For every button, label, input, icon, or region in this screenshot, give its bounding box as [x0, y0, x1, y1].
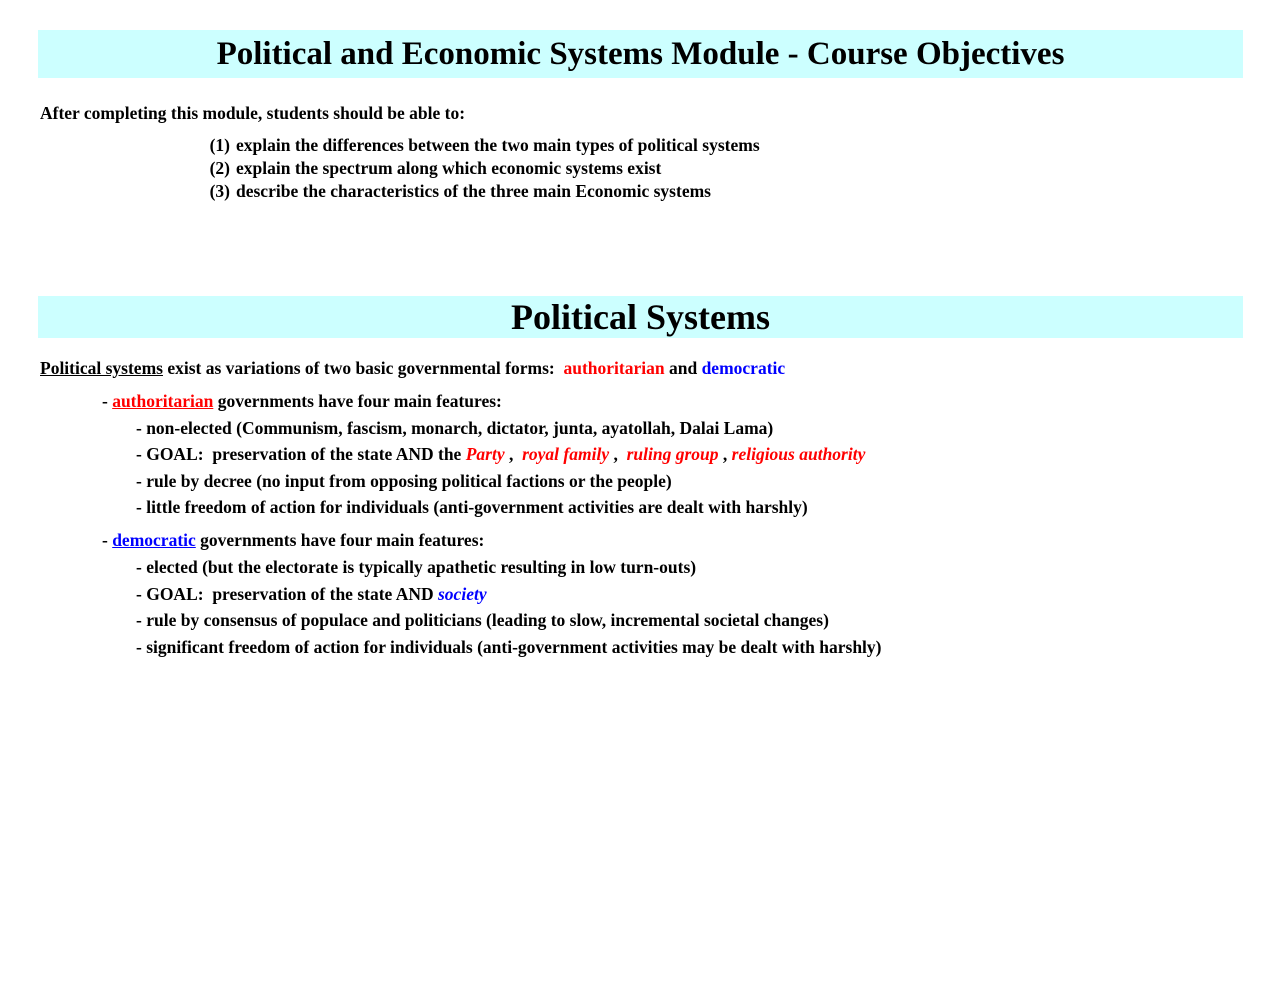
goal-prefix: - GOAL: preservation of the state AND	[136, 584, 438, 604]
authoritarian-heading-text: governments have four main features:	[213, 391, 502, 411]
objective-text: describe the characteristics of the three main Economic systems	[236, 181, 711, 201]
objective-item	[196, 181, 711, 202]
goal-separator: ,	[504, 444, 523, 464]
objective-number: (3)	[209, 181, 230, 201]
goal-religious-authority: religious authority	[731, 444, 866, 464]
democratic-link[interactable]: democratic	[112, 530, 196, 550]
authoritarian-feature: - little freedom of action for individuals (anti-government activities are dealt with harshly)	[136, 497, 808, 517]
political-intro-text: exist as variations of two basic governmental forms:	[162, 358, 564, 378]
political-systems-term: Political systems	[40, 358, 163, 378]
objective-text: explain the spectrum along which economic systems exist	[236, 158, 662, 178]
dash: -	[102, 530, 113, 550]
democratic-goal	[136, 584, 487, 605]
authoritarian-link[interactable]: authoritarian	[112, 391, 214, 411]
goal-separator: ,	[609, 444, 627, 464]
authoritarian-feature: - rule by decree (no input from opposing political factions or the people)	[136, 471, 672, 491]
dash: -	[102, 391, 113, 411]
objective-number: (1)	[209, 135, 230, 155]
authoritarian-goal	[136, 444, 865, 465]
democratic-feature: - significant freedom of action for individuals (anti-government activities may be dealt with harshly)	[136, 637, 882, 657]
democratic-heading-text: governments have four main features:	[195, 530, 485, 550]
objectives-intro: After completing this module, students should be able to:	[40, 103, 466, 123]
objective-item	[196, 158, 661, 179]
goal-prefix: - GOAL: preservation of the state AND the	[136, 444, 466, 464]
political-intro	[40, 358, 785, 379]
goal-ruling-group: ruling group	[626, 444, 719, 464]
political-systems-title: Political Systems	[38, 296, 1243, 338]
and-text: and	[664, 358, 702, 378]
democratic-heading	[102, 530, 484, 551]
objective-item	[196, 135, 760, 156]
authoritarian-feature: - non-elected (Communism, fascism, monarch, dictator, junta, ayatollah, Dalai Lama)	[136, 418, 774, 438]
democratic-feature: - rule by consensus of populace and politicians (leading to slow, incremental societal changes)	[136, 610, 829, 630]
objectives-title: Political and Economic Systems Module - Course Objectives	[38, 30, 1243, 78]
authoritarian-term: authoritarian	[563, 358, 665, 378]
goal-society: society	[438, 584, 487, 604]
goal-separator: ,	[718, 444, 732, 464]
goal-party: Party	[465, 444, 505, 464]
goal-royal-family: royal family	[522, 444, 610, 464]
democratic-term: democratic	[701, 358, 786, 378]
objective-number: (2)	[209, 158, 230, 178]
democratic-feature: - elected (but the electorate is typically apathetic resulting in low turn-outs)	[136, 557, 697, 577]
objective-text: explain the differences between the two main types of political systems	[236, 135, 760, 155]
authoritarian-heading	[102, 391, 502, 412]
